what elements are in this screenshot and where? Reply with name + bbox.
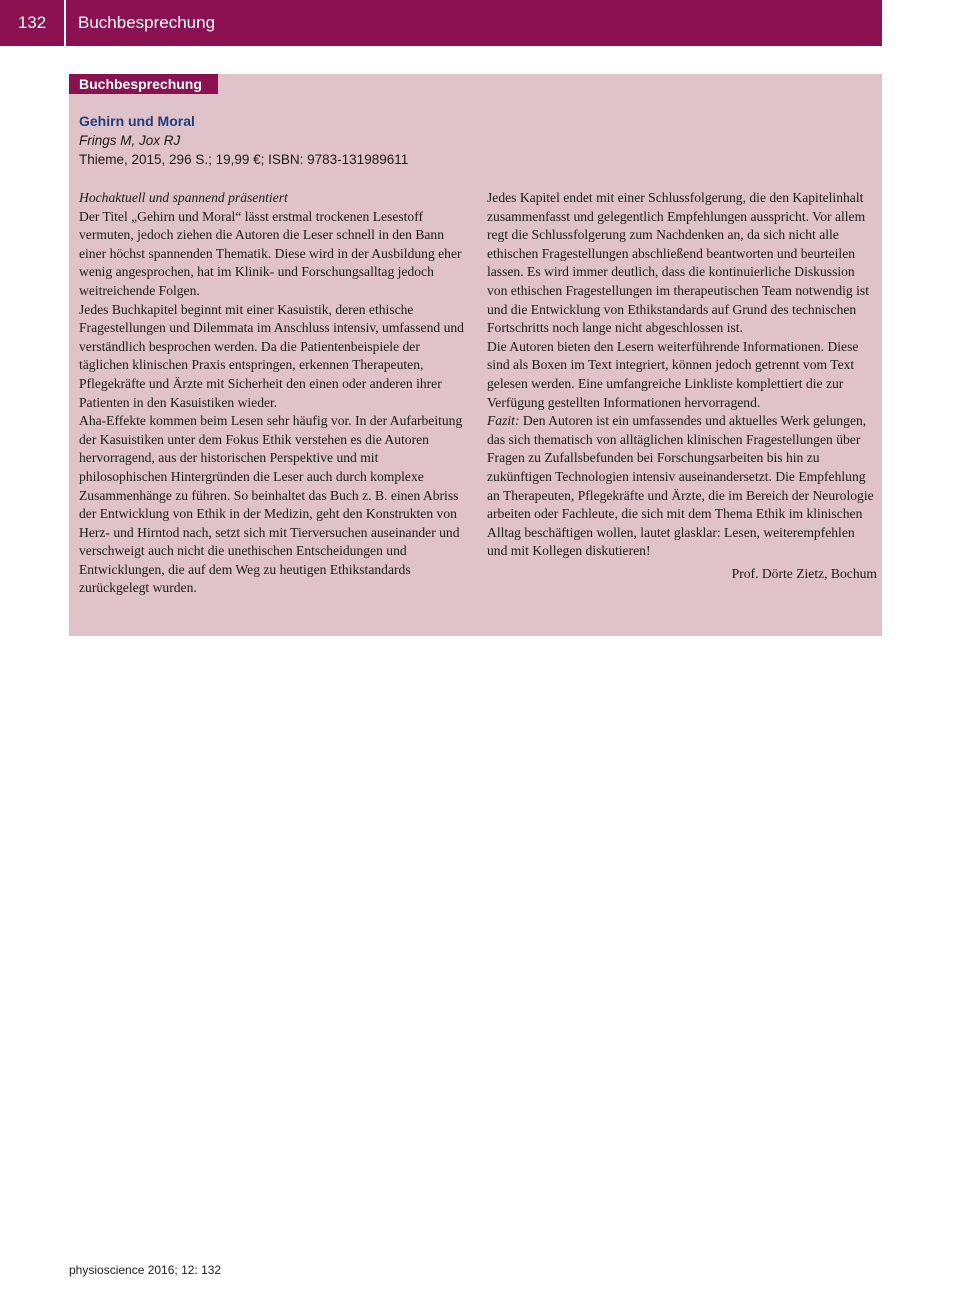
page-number: 132 <box>0 0 66 46</box>
review-tag: Buchbesprechung <box>69 74 218 94</box>
paragraph: Jedes Buchkapitel beginnt mit einer Kasuistik, deren ethische Fragestellungen und Dilemmata im Anschluss intensiv, umfassend und verständlich besprochen werden. Da die Patientenbeispiele der täglichen klinischen Praxis entspringen, erkennen Therapeuten, Pflegekräfte und Ärzte mit Sicherheit den einen oder anderen ihrer Patienten in den Kasuistiken wieder. <box>79 301 464 410</box>
paragraph: Jedes Kapitel endet mit einer Schlussfolgerung, die den Kapitelinhalt zusammenfasst und gelegentlich Empfehlungen ausspricht. Vor allem regt die Schlussfolgerung zum Nachdenken an, da sich nicht alle ethischen Fragestellungen abschließend beantworten und beurteilen lassen. Es wird immer deutlich, dass die kontinuierliche Diskussion von ethischen Fragestellungen im therapeutischen Team notwendig ist und die Entwicklung von Ethikstandards auf Grund des technischen Fortschritts noch lange nicht abgeschlossen ist. <box>487 190 869 336</box>
right-column <box>487 189 877 583</box>
reviewer-signature: Prof. Dörte Zietz, Bochum <box>731 565 877 581</box>
book-title: Gehirn und Moral <box>79 113 195 129</box>
paragraph: Der Titel „Gehirn und Moral“ lässt erstmal trockenen Lesestoff vermuten, jedoch ziehen die Autoren die Leser schnell in den Bann einer höchst spannenden Thematik. Diese wird in der Ausbildung eher wenig angesprochen, hat im Klinik- und Forschungsalltag jedoch weitreichende Folgen. <box>79 208 462 298</box>
fazit-paragraph <box>487 412 877 561</box>
fazit-text: Den Autoren ist ein umfassendes und aktuelles Werk gelungen, das sich thematisch von alltäglichen klinischen Fragestellungen über Fragen zu Zufallsbefunden bei Forschungsarbeiten bis hin zu zukünftigen Technologien intensiv auseinandersetzt. Die Empfehlung an Therapeuten, Pflegekräfte und Ärzte, die im Bereich der Neurologie arbeiten oder Fachleute, die sich mit dem Thema Ethik im klinischen Alltag beschäftigen wollen, lautet glasklar: Lesen, weiterempfehlen und mit Kollegen diskutieren! <box>487 413 874 559</box>
review-subtitle: Hochaktuell und spannend präsentiert <box>79 190 288 205</box>
review-box <box>69 74 882 636</box>
section-title: Buchbesprechung <box>78 13 216 32</box>
paragraph: Die Autoren bieten den Lesern weiterführende Informationen. Diese sind als Boxen im Text integriert, können jedoch getrennt vom Text gelesen werden. Eine umfangreiche Linkliste komplettiert die zur Verfügung gestellten Informationen hervorragend. <box>487 338 859 410</box>
left-column <box>79 189 467 598</box>
fazit-label: Fazit: <box>487 413 520 429</box>
footer-citation: physioscience 2016; 12: 132 <box>69 1263 222 1277</box>
book-publication: Thieme, 2015, 296 S.; 19,99 €; ISBN: 9783-131989611 <box>79 152 409 167</box>
page-header <box>0 0 882 46</box>
book-info <box>79 112 408 169</box>
paragraph: Aha-Effekte kommen beim Lesen sehr häufig vor. In der Aufarbeitung der Kasuistiken unter dem Fokus Ethik verstehen es die Autoren hervorragend, aus der historischen Perspektive und mit philosophischen Hintergründen die Leser auch durch komplexe Zusammenhänge zu führen. So beinhaltet das Buch z. B. einen Abriss der Entwicklung von Ethik in der Medizin, geht den Konstrukten von Herz- und Hirntod nach, setzt sich mit Tierversuchen auseinander und verschweigt auch nicht die unethischen Entscheidungen und Entwicklungen, die auf dem Weg zu heutigen Ethikstandards zurückgelegt wurden. <box>79 413 463 596</box>
book-authors: Frings M, Jox RJ <box>79 133 181 148</box>
